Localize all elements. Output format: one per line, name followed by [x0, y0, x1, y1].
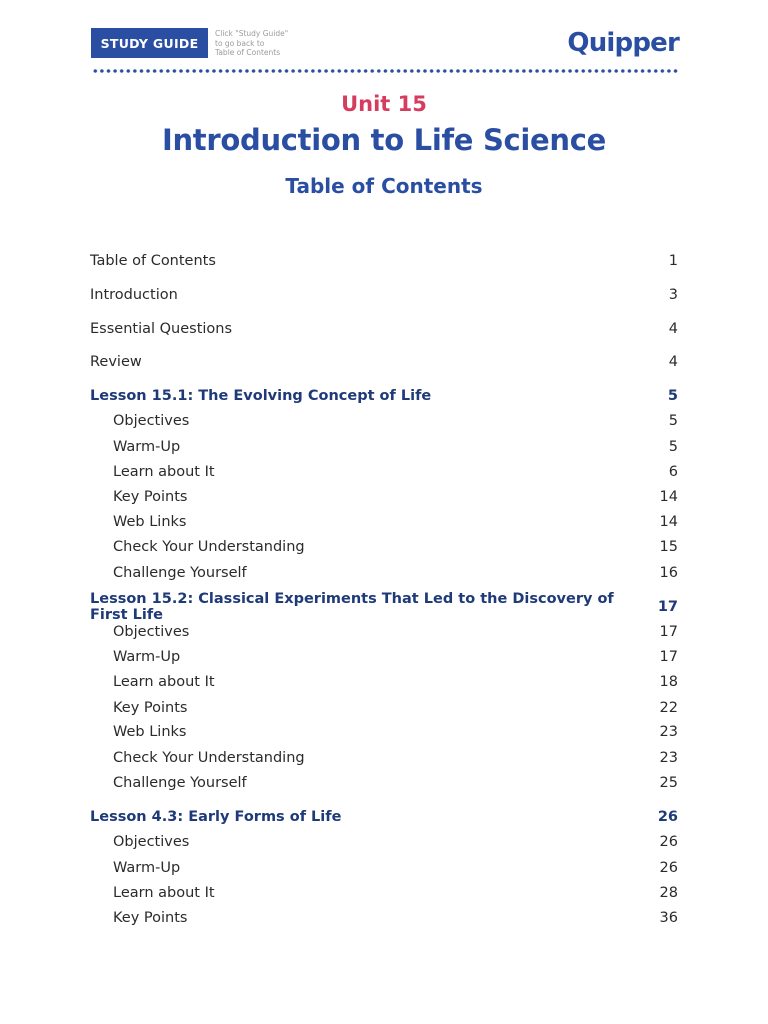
study-guide-button[interactable]: STUDY GUIDE: [91, 28, 208, 58]
toc-entry-label: Warm-Up: [113, 649, 181, 665]
toc-subentry[interactable]: [90, 461, 678, 483]
toc-entry-page: 15: [659, 539, 678, 555]
toc-entry-page: 26: [657, 809, 678, 825]
toc-entry-label: Key Points: [113, 489, 188, 505]
document-title: Introduction to Life Science: [161, 123, 607, 157]
toc-entry-page: 4: [668, 354, 678, 370]
page-header: [0, 0, 768, 80]
toc-entry-page: 26: [659, 860, 678, 876]
toc-heading: Table of Contents: [285, 174, 483, 198]
toc-entry-label: Objectives: [113, 413, 190, 429]
toc-entry-label: Learn about It: [113, 464, 215, 480]
toc-entry-page: 22: [659, 700, 678, 716]
toc-entry-label: Key Points: [113, 700, 188, 716]
toc-subentry[interactable]: [90, 486, 678, 508]
toc-subentry[interactable]: [90, 410, 678, 432]
study-guide-hint: [215, 29, 315, 58]
toc-lesson-entry[interactable]: [90, 385, 678, 407]
unit-number: Unit 15: [341, 92, 427, 116]
toc-entry-page: 23: [659, 724, 678, 740]
toc-entry-label: Lesson 15.2: Classical Experiments That Led to the Discovery of First Life: [90, 591, 614, 623]
hint-line: to go back to: [215, 38, 265, 48]
hint-line: Click "Study Guide": [215, 29, 289, 38]
toc-entry-page: 5: [668, 413, 678, 429]
toc-subentry[interactable]: [90, 562, 678, 584]
toc-entry-label: Challenge Yourself: [113, 565, 247, 581]
toc-entry-label: Web Links: [113, 724, 187, 740]
toc-subentry[interactable]: [90, 831, 678, 853]
toc-entry-page: 6: [668, 464, 678, 480]
toc-entry-label: Objectives: [113, 834, 190, 850]
toc-entry-label: Essential Questions: [90, 321, 233, 337]
toc-entry-page: 16: [659, 565, 678, 581]
toc-entry-label: Lesson 4.3: Early Forms of Life: [90, 809, 342, 825]
toc-entry-label: Learn about It: [113, 674, 215, 690]
quipper-logo: Quipper: [567, 28, 679, 58]
toc-entry-page: 28: [659, 885, 678, 901]
toc-entry-page: 5: [668, 439, 678, 455]
toc-entry-label: Introduction: [90, 287, 178, 303]
toc-entry[interactable]: [90, 250, 678, 272]
toc-subentry[interactable]: [90, 671, 678, 693]
toc-entry-page: 26: [659, 834, 678, 850]
toc-entry-label: Lesson 15.1: The Evolving Concept of Life: [90, 388, 432, 404]
toc-entry[interactable]: [90, 318, 678, 340]
toc-subentry[interactable]: [90, 511, 678, 533]
toc-entry-label: Table of Contents: [90, 253, 216, 269]
toc-entry-label: Check Your Understanding: [113, 539, 305, 555]
toc-entry-label: Warm-Up: [113, 439, 181, 455]
toc-entry-page: 5: [667, 388, 678, 404]
toc-entry-page: 17: [659, 624, 678, 640]
toc-entry-page: 17: [659, 649, 678, 665]
toc-entry-page: 25: [659, 775, 678, 791]
toc-entry-page: 36: [659, 910, 678, 926]
toc-entry-label: Review: [90, 354, 142, 370]
toc-subentry[interactable]: [90, 882, 678, 904]
toc-entry[interactable]: [90, 284, 678, 306]
toc-entry-page: 23: [659, 750, 678, 766]
toc-subentry[interactable]: [90, 907, 678, 929]
toc-entry-label: Warm-Up: [113, 860, 181, 876]
hint-line: Table of Contents: [215, 48, 281, 57]
toc-entry-label: Objectives: [113, 624, 190, 640]
toc-entry-page: 4: [668, 321, 678, 337]
toc-entry-label: Challenge Yourself: [113, 775, 247, 791]
dotted-divider: [92, 69, 680, 73]
toc-subentry[interactable]: [90, 721, 678, 743]
toc-subentry[interactable]: [90, 857, 678, 879]
toc-subentry[interactable]: [90, 772, 678, 794]
toc-subentry[interactable]: [90, 436, 678, 458]
toc-entry-page: 17: [657, 599, 678, 615]
toc-entry-page: 1: [668, 253, 678, 269]
toc-subentry[interactable]: [90, 536, 678, 558]
toc-entry-page: 3: [668, 287, 678, 303]
toc-entry-label: Key Points: [113, 910, 188, 926]
toc-subentry[interactable]: [90, 646, 678, 668]
toc-entry-page: 14: [659, 489, 678, 505]
toc-entry-page: 14: [659, 514, 678, 530]
toc-subentry[interactable]: [90, 621, 678, 643]
toc-entry[interactable]: [90, 351, 678, 373]
toc-entry-label: Learn about It: [113, 885, 215, 901]
toc-subentry[interactable]: [90, 697, 678, 719]
toc-entry-label: Web Links: [113, 514, 187, 530]
toc-entry-page: 18: [659, 674, 678, 690]
toc-lesson-entry[interactable]: [90, 806, 678, 828]
toc-lesson-entry[interactable]: [90, 591, 678, 623]
toc-entry-label: Check Your Understanding: [113, 750, 305, 766]
toc-subentry[interactable]: [90, 747, 678, 769]
